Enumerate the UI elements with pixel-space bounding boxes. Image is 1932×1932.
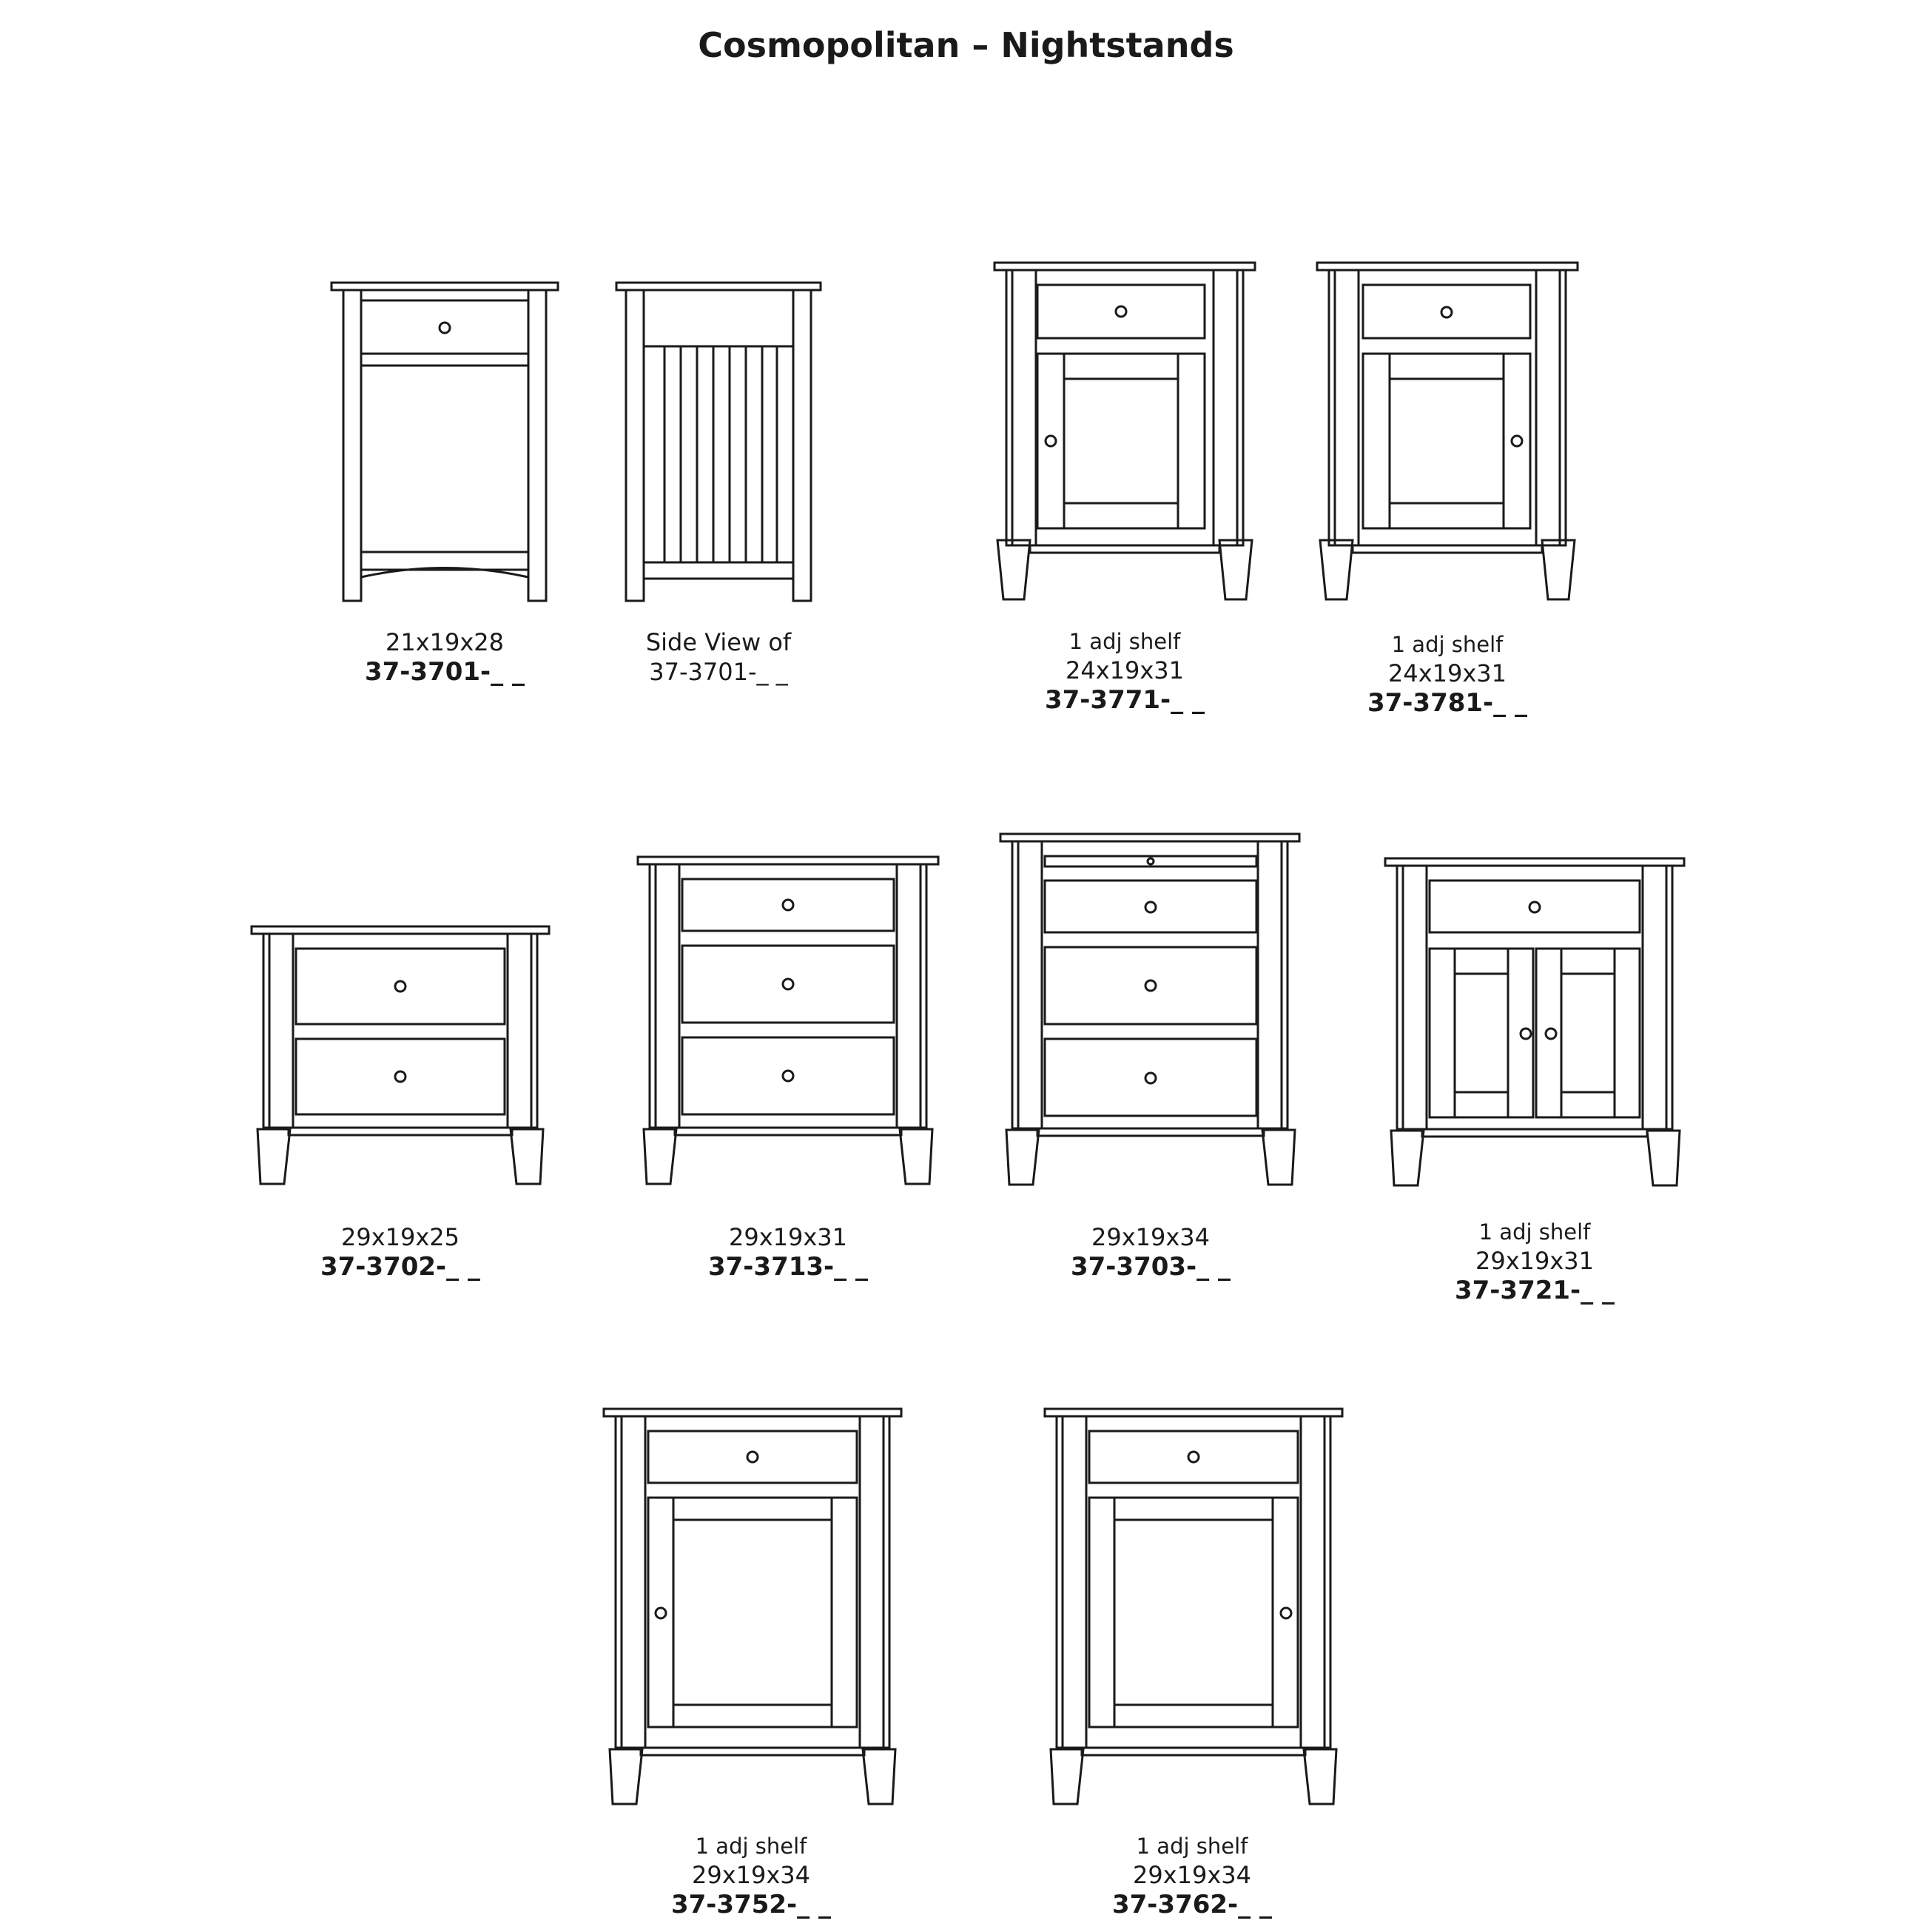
nightstand-37-3762 (1045, 1409, 1342, 1804)
caption-sku: 37-3713-_ _ (707, 1252, 868, 1282)
nightstand-37-3701-side (616, 283, 821, 601)
caption-sku: 37-3721-_ _ (1454, 1276, 1615, 1305)
caption-dimensions: 29x19x25 (340, 1223, 460, 1251)
caption-note: 1 adj shelf (1136, 1834, 1248, 1859)
caption-37-3721 (1424, 1218, 1646, 1305)
caption-note: 1 adj shelf (695, 1834, 807, 1859)
caption-note: 1 adj shelf (1068, 629, 1181, 654)
caption-dimensions: 29x19x34 (691, 1861, 811, 1889)
caption-37-3701 (334, 627, 556, 687)
caption-dimensions: 29x19x34 (1132, 1861, 1252, 1889)
caption-dimensions: 21x19x28 (385, 628, 505, 656)
caption-sku: 37-3771-_ _ (1044, 685, 1205, 715)
caption-sku: 37-3781-_ _ (1367, 688, 1527, 718)
caption-37-3703 (1040, 1222, 1262, 1282)
nightstand-37-3752 (604, 1409, 901, 1804)
nightstand-37-3701-front (331, 283, 558, 601)
caption-37-3752 (640, 1832, 862, 1919)
caption-dimensions: 29x19x31 (1475, 1247, 1595, 1275)
caption-dimensions: 37-3701-_ _ (649, 658, 788, 686)
caption-37-3762 (1081, 1832, 1303, 1919)
caption-37-3781 (1336, 630, 1558, 718)
caption-sku: 37-3702-_ _ (320, 1252, 480, 1282)
nightstand-37-3713 (638, 857, 938, 1184)
caption-37-3771 (1014, 627, 1236, 715)
caption-side-view (607, 627, 829, 687)
caption-note: Side View of (645, 628, 792, 656)
caption-note: 1 adj shelf (1391, 632, 1504, 657)
caption-dimensions: 24x19x31 (1065, 656, 1185, 684)
caption-sku: 37-3752-_ _ (670, 1890, 831, 1919)
caption-dimensions: 29x19x31 (728, 1223, 848, 1251)
caption-37-3702 (289, 1222, 511, 1282)
nightstand-37-3721 (1385, 858, 1684, 1185)
nightstand-37-3702 (252, 926, 549, 1184)
caption-sku: 37-3701-_ _ (364, 657, 525, 687)
nightstand-37-3703 (1000, 834, 1299, 1185)
caption-37-3713 (677, 1222, 899, 1282)
caption-note: 1 adj shelf (1478, 1219, 1591, 1245)
caption-dimensions: 29x19x34 (1091, 1223, 1211, 1251)
page-title: Cosmopolitan – Nightstands (698, 25, 1234, 65)
caption-sku: 37-3762-_ _ (1111, 1890, 1272, 1919)
caption-dimensions: 24x19x31 (1387, 659, 1507, 687)
nightstand-37-3771 (994, 263, 1255, 599)
caption-sku: 37-3703-_ _ (1070, 1252, 1231, 1282)
nightstand-37-3781 (1317, 263, 1578, 599)
